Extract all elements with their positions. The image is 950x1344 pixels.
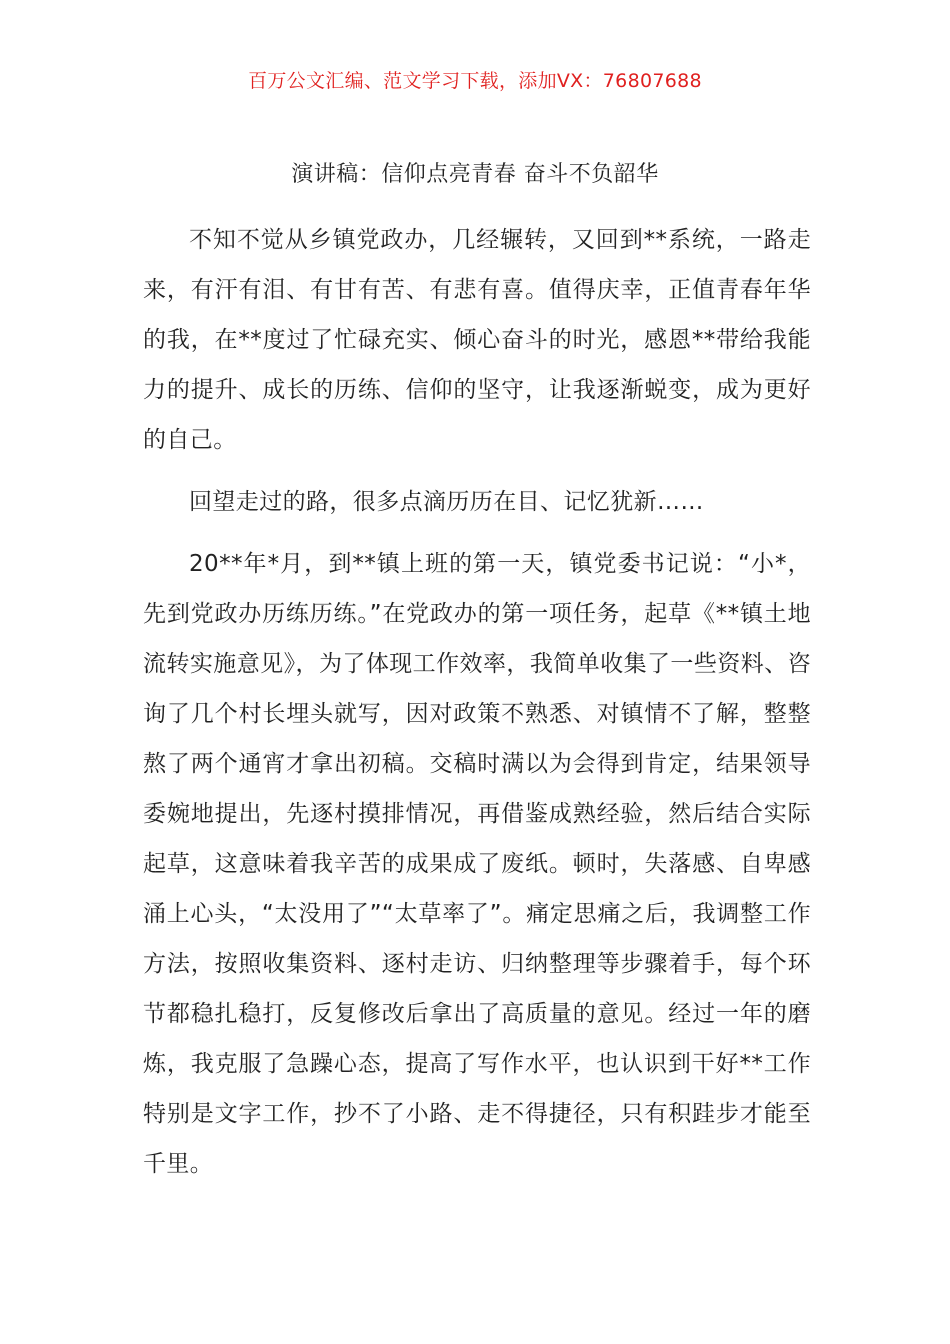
paragraph-3: 20**年*月，到**镇上班的第一天，镇党委书记说：“小*，先到党政办历练历练。”在党政办的第一项任务，起草《**镇土地流转实施意见》，为了体现工作效率，我简单收集了一些资料、咨询了几个村长埋头就写，因对政策不熟悉、对镇情不了解，整整熬了两个通宵才拿出初稿。交稿时满以为会得到肯定，结果领导委婉地提出，先逐村摸排情况，再借鉴成熟经验，然后结合实际起草，这意味着我辛苦的成果成了废纸。顿时，失落感、自卑感涌上心头，“太没用了”“太草率了”。痛定思痛之后，我调整工作方法，按照收集资料、逐村走访、归纳整理等步骤着手，每个环节都稳扎稳打，反复修改后拿出了高质量的意见。经过一年的磨炼，我克服了急躁心态，提高了写作水平，也认识到干好**工作特别是文字工作，抄不了小路、走不得捷径，只有积跬步才能至千里。 — [143, 551, 811, 1177]
paragraph-1: 不知不觉从乡镇党政办，几经辗转，又回到**系统，一路走来，有汗有泪、有甘有苦、有悲有喜。值得庆幸，正值青春年华的我，在**度过了忙碌充实、倾心奋斗的时光，感恩**带给我能力的提升、成长的历练、信仰的坚守，让我逐渐蜕变，成为更好的自己。 — [143, 227, 811, 453]
document-body — [143, 215, 811, 1201]
document-title: 演讲稿：信仰点亮青春 奋斗不负韶华 — [291, 162, 659, 187]
header-contact-note: 百万公文汇编、范文学习下载，添加VX：76807688 — [248, 70, 702, 92]
paragraph-2: 回望走过的路，很多点滴历历在目、记忆犹新…… — [189, 489, 704, 515]
